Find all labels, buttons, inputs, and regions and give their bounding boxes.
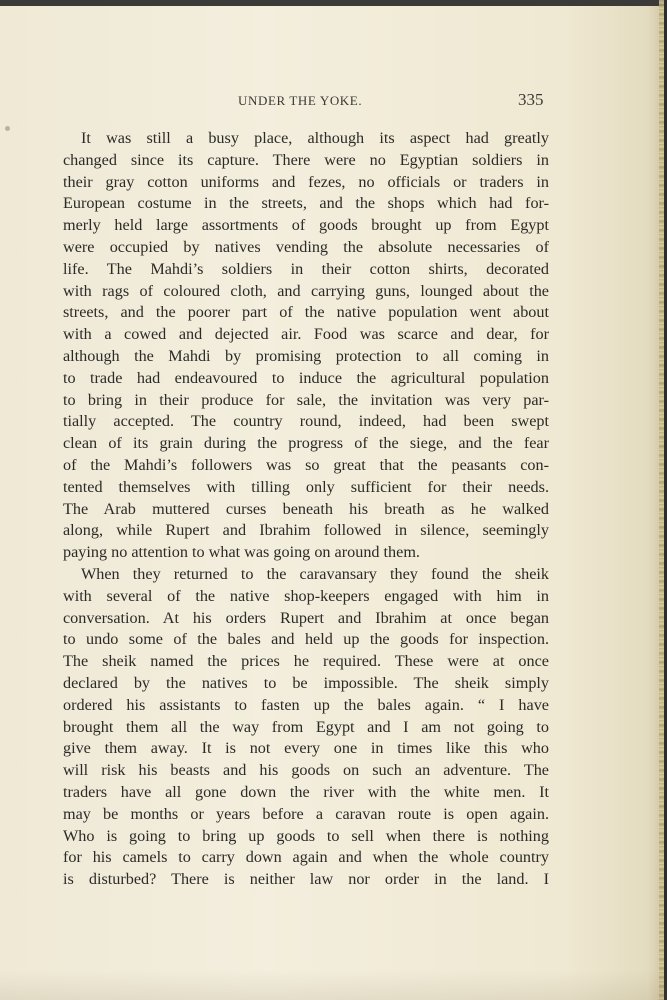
text-line: will risk his beasts and his goods on such an adventure. The [63, 761, 549, 780]
text-line: life. The Mahdi’s soldiers in their cotton shirts, decorated [63, 259, 549, 278]
text-line: Who is going to bring up goods to sell when there is nothing [63, 826, 549, 845]
text-line: to bring in their produce for sale, the invitation was very par- [63, 390, 549, 409]
text-line: clean of its grain during the progress of the siege, and the fear [63, 434, 549, 453]
text-line: is disturbed? There is neither law nor order in the land. I [63, 870, 549, 889]
page-bottom-shadow [0, 970, 667, 1000]
text-line: their gray cotton uniforms and fezes, no officials or traders in [63, 172, 549, 191]
text-line: for his camels to carry down again and when the whole country [63, 848, 549, 867]
text-line: brought them all the way from Egypt and I am not going to [63, 717, 549, 736]
text-line: were occupied by natives vending the absolute necessaries of [63, 237, 549, 256]
text-line: ordered his assistants to fasten up the bales again. “ I have [63, 695, 549, 714]
body-text [63, 128, 549, 891]
text-line: with rags of coloured cloth, and carrying guns, lounged about the [63, 281, 549, 300]
text-line: along, while Rupert and Ibrahim followed in silence, seemingly [63, 521, 549, 540]
text-line: When they returned to the caravansary they found the sheik [81, 564, 549, 583]
text-line: The sheik named the prices he required. These were at once [63, 652, 549, 671]
scan-top-border [0, 0, 667, 6]
text-line: The Arab muttered curses beneath his breath as he walked [63, 499, 549, 518]
text-line: although the Mahdi by promising protection to all coming in [63, 346, 549, 365]
text-line: traders have all gone down the river with the white men. It [63, 782, 549, 801]
text-line: to trade had endeavoured to induce the agricultural population [63, 368, 549, 387]
text-line: conversation. At his orders Rupert and Ibrahim at once began [63, 608, 549, 627]
text-line: may be months or years before a caravan route is open again. [63, 804, 549, 823]
running-head: UNDER THE YOKE. [238, 93, 363, 108]
text-line: of the Mahdi’s followers was so great that the peasants con- [63, 455, 549, 474]
paper-speck [5, 126, 10, 131]
text-line: European costume in the streets, and the shops which had for- [63, 194, 549, 213]
text-line: declared by the natives to be impossible. The sheik simply [63, 673, 549, 692]
text-line: to undo some of the bales and held up the goods for inspection. [63, 630, 549, 649]
text-line: It was still a busy place, although its aspect had greatly [81, 129, 549, 147]
text-line: merly held large assortments of goods brought up from Egypt [63, 216, 549, 235]
text-line: with several of the native shop-keepers engaged with him in [63, 586, 549, 605]
text-line: streets, and the poorer part of the native population went about [63, 303, 549, 322]
text-line: with a cowed and dejected air. Food was scarce and dear, for [63, 325, 549, 344]
text-line: give them away. It is not every one in times like this who [63, 739, 549, 758]
page-number: 335 [518, 90, 544, 109]
text-line: paying no attention to what was going on around them. [63, 543, 420, 562]
text-line: tented themselves with tilling only sufficient for their needs. [63, 477, 549, 496]
text-line: changed since its capture. There were no Egyptian soldiers in [63, 150, 549, 169]
text-line: tially accepted. The country round, indeed, had been swept [63, 412, 549, 431]
